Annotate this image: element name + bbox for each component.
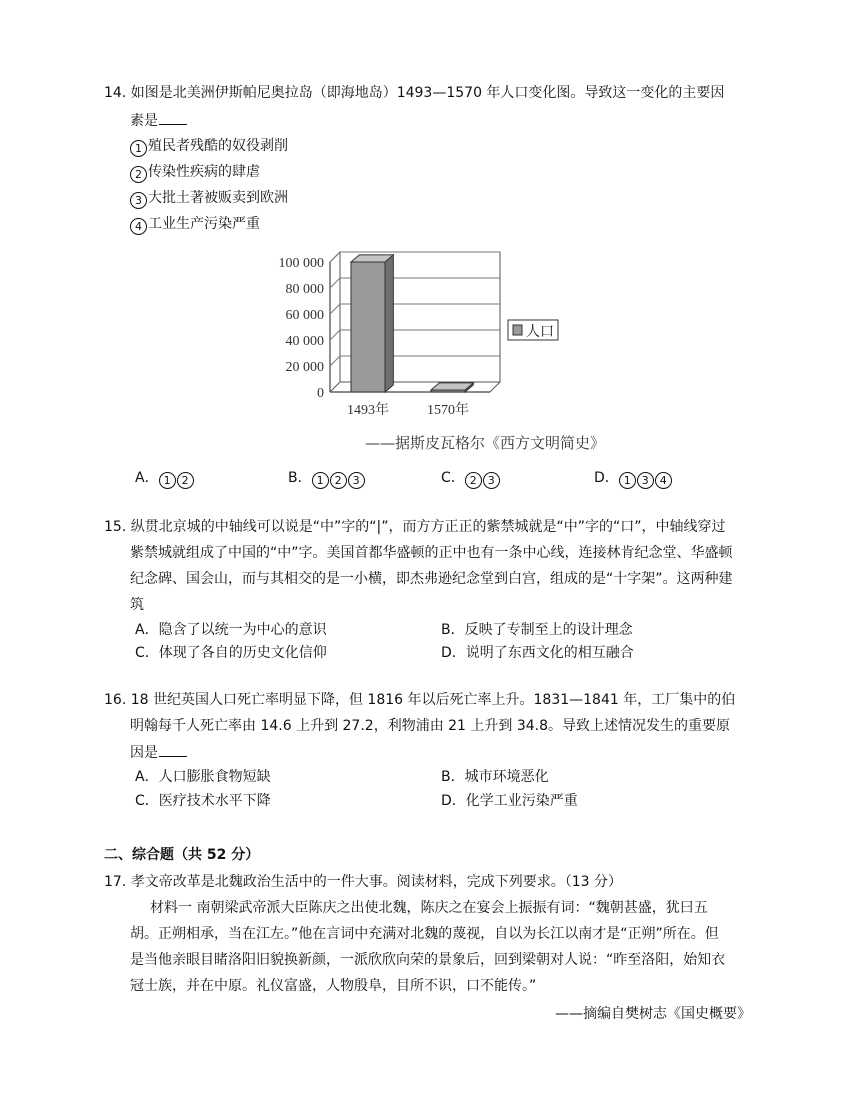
material-line-1: 材料一 南朝梁武帝派大臣陈庆之出使北魏，陈庆之在宴会上振振有词：“魏朝甚盛，犹曰五 [150,900,708,916]
gridline [330,356,340,366]
gridline [330,304,340,314]
legend-label: 人口 [526,325,554,340]
q14-option-b[interactable] [288,468,366,489]
q15-option-c[interactable]: C．体现了各自的历史文化信仰 [135,645,327,661]
y-tick-label: 40 000 [285,334,324,349]
option-letter: D． [594,470,619,486]
circled-number: 1 [159,472,176,489]
circled-number: 3 [637,472,654,489]
q14-option-a[interactable] [135,468,195,489]
option-letter: C． [441,470,465,486]
circled-number: 1 [312,472,329,489]
gridline [330,252,340,262]
circled-number: 3 [483,472,500,489]
y-tick-label: 0 [317,386,324,401]
circled-number: 2 [330,472,347,489]
bar-face [431,390,465,392]
option-letter: A． [135,470,159,486]
floor-edge [330,382,340,392]
section-title: 二、综合题（共 52 分） [104,847,260,863]
circled-number: 1 [130,140,147,157]
q14-stem-line2 [130,110,187,131]
q16-option-c[interactable]: C．医疗技术水平下降 [135,793,271,809]
bar-top [431,383,473,390]
bar-side [385,255,393,392]
q14-option-d[interactable] [594,468,673,489]
circled-number: 2 [130,166,147,183]
q15-option-b[interactable]: B．反映了专制至上的设计理念 [441,622,633,638]
q14-stem-text: 素是 [130,113,158,129]
q16-option-a[interactable]: A．人口膨胀食物短缺 [135,769,271,785]
y-tick-label: 80 000 [285,282,324,297]
q16-stem-text: 因是 [130,745,158,761]
q15-stem-line2: 紫禁城就组成了中国的“中”字。美国首都华盛顿的正中也有一条中心线，连接林肯纪念堂、华盛顿 [130,545,733,561]
circled-number: 3 [130,192,147,209]
circled-number: 4 [655,472,672,489]
bar-face [351,262,385,392]
q17-stem: 17. 孝文帝改革是北魏政治生活中的一件大事。阅读材料，完成下列要求。（13 分） [104,874,622,890]
gridline [330,330,340,340]
x-tick-label: 1570年 [427,403,469,418]
floor-edge [490,382,500,392]
q16-stem-line3 [130,742,187,763]
q14-item-text: 传染性疾病的肆虐 [148,164,260,180]
material-line-4: 冠士族，并在中原。礼仪富盛，人物殷阜，目所不识，口不能传。” [130,978,537,994]
chart-bars [351,255,473,392]
chart-yticks [279,256,325,401]
bar-0 [351,255,393,392]
q14-item-1 [130,136,288,157]
material-line-3: 是当他亲眼目睹洛阳旧貌换新颜，一派欣欣向荣的景象后，回到梁朝对人说：“昨至洛阳，始知衣 [130,952,726,968]
q16-option-b[interactable]: B．城市环境恶化 [441,769,549,785]
q15-option-a[interactable]: A．隐含了以统一为中心的意识 [135,622,327,638]
q14-item-2 [130,162,260,183]
chart-legend [508,320,558,340]
circled-number: 4 [130,218,147,235]
answer-blank [159,110,187,125]
q14-item-text: 殖民者残酷的奴役剥削 [148,138,288,154]
option-letter: B． [288,470,312,486]
y-tick-label: 100 000 [278,256,324,271]
x-tick-label: 1493年 [347,403,389,418]
circled-number: 3 [348,472,365,489]
y-tick-label: 20 000 [285,360,324,375]
q14-item-text: 大批土著被贩卖到欧洲 [148,190,288,206]
q16-stem-line1: 16. 18 世纪英国人口死亡率明显下降，但 1816 年以后死亡率上升。1831—1841 年，工厂集中的伯 [104,692,736,708]
circled-number: 2 [465,472,482,489]
q15-stem-line4: 筑 [130,597,144,613]
q15-stem-line1: 15. 纵贯北京城的中轴线可以说是“中”字的“|”，而方方正正的紫禁城就是“中”字的“口”，中轴线穿过 [104,519,726,535]
circled-number: 2 [177,472,194,489]
chart-xticks [347,401,469,418]
circled-number: 1 [619,472,636,489]
q14-stem-line1: 14. 如图是北美洲伊斯帕尼奥拉岛（即海地岛）1493—1570 年人口变化图。导致这一变化的主要因 [104,85,725,101]
y-tick-label: 60 000 [285,308,324,323]
q15-option-d[interactable]: D．说明了东西文化的相互融合 [441,645,634,661]
q16-stem-line2: 明翰每千人死亡率由 14.6 上升到 27.2，利物浦由 21 上升到 34.8。导致上述情况发生的重要原 [130,718,731,734]
material-citation: ——摘编自樊树志《国史概要》 [555,1006,751,1022]
gridline [330,278,340,288]
material-line-2: 胡。正朔相承，当在江左。”他在言词中充满对北魏的蔑视，自以为长江以南才是“正朔”所在。但 [130,926,719,942]
bar-1 [431,383,473,392]
answer-blank [159,742,187,757]
q16-option-d[interactable]: D．化学工业污染严重 [441,793,578,809]
q15-stem-line3: 纪念碑、国会山，而与其相交的是一小横，即杰弗逊纪念堂到白宫，组成的是“十字架”。这两种建 [130,571,733,587]
q14-item-text: 工业生产污染严重 [148,216,260,232]
legend-swatch [513,325,522,335]
q14-item-3 [130,188,288,209]
q14-item-4 [130,214,260,235]
q14-option-c[interactable] [441,468,501,489]
bar-top [351,255,393,262]
population-bar-chart [260,250,590,425]
chart-source: ——据斯皮瓦格尔《西方文明简史》 [365,434,606,452]
